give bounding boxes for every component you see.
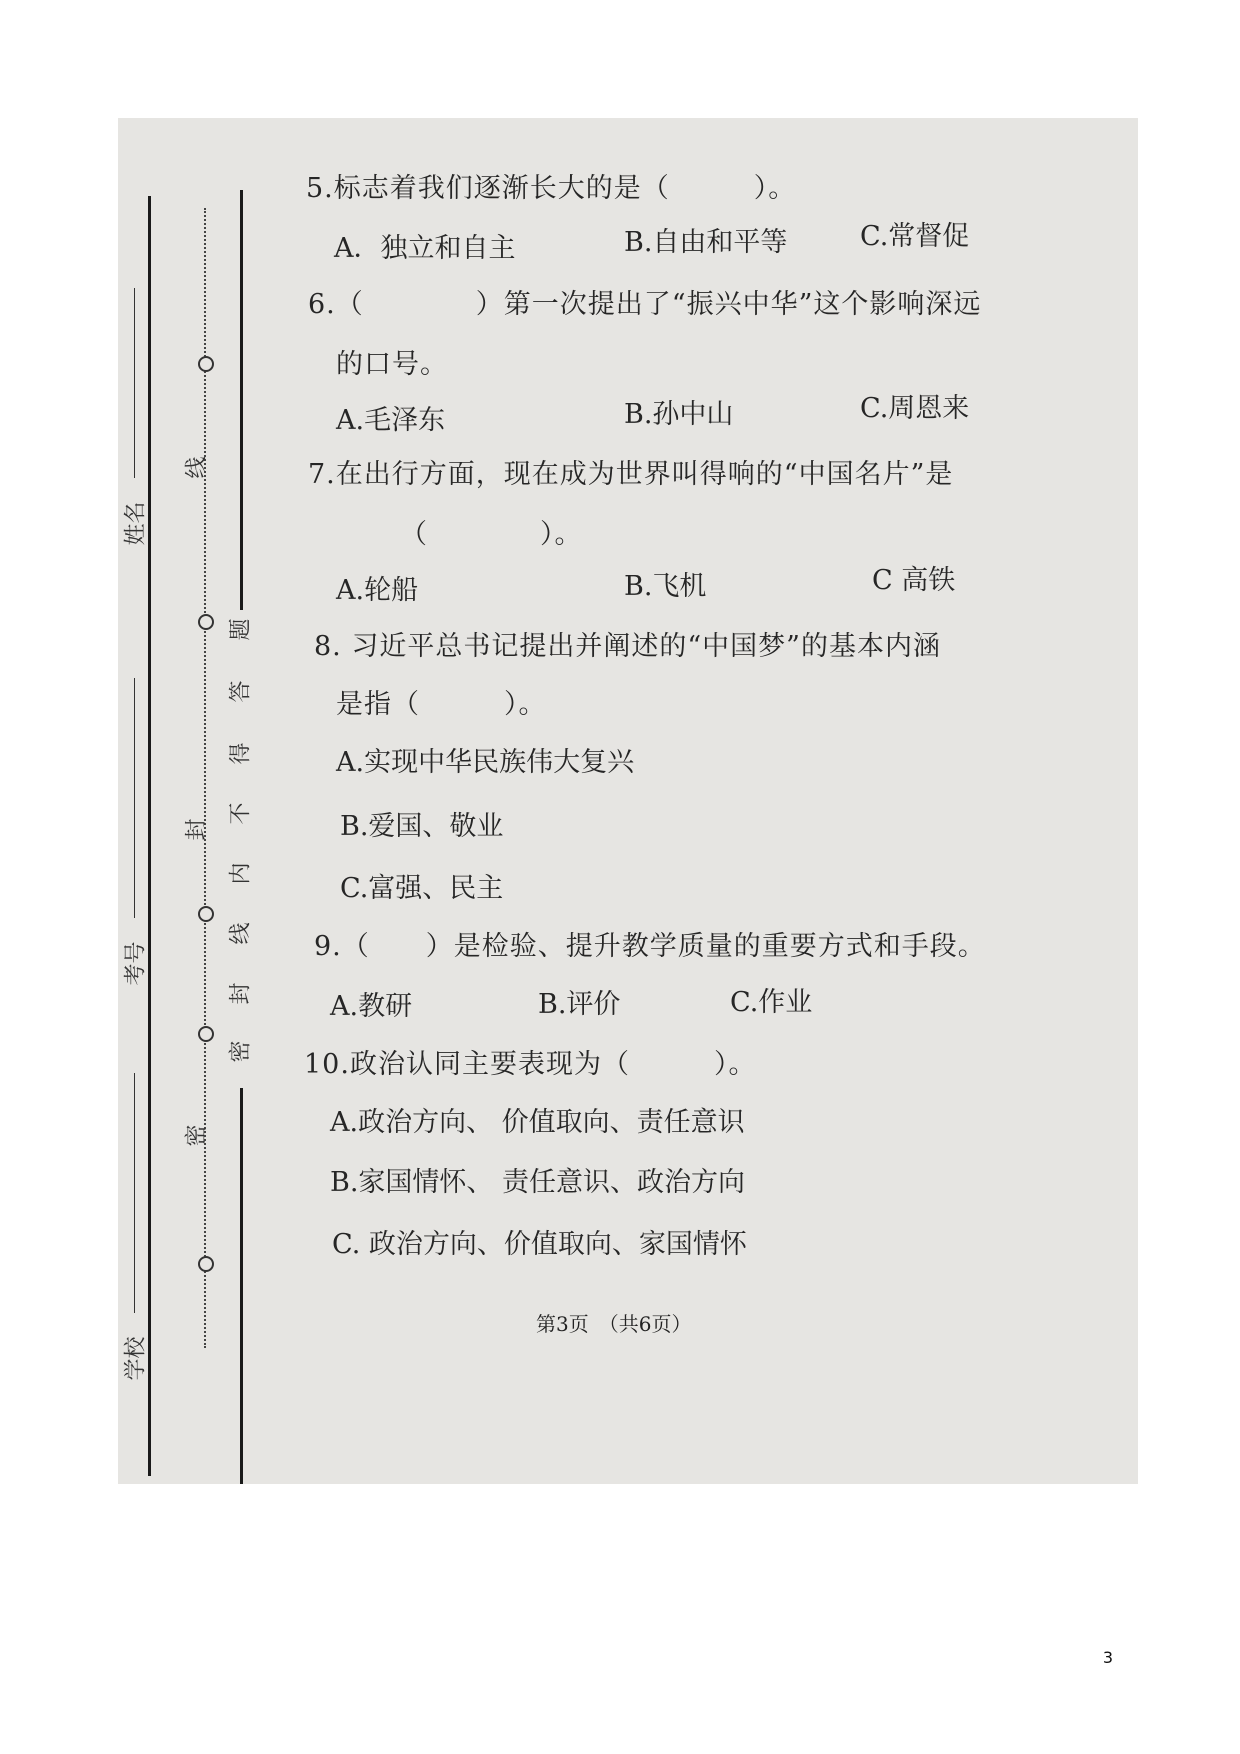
- warning-char: 答: [228, 680, 254, 703]
- warning-char: 封: [228, 982, 254, 1005]
- q5-option-b: B.自由和平等: [624, 227, 788, 258]
- q9-option-c: C.作业: [730, 987, 813, 1018]
- seal-word: 线: [184, 456, 210, 479]
- school-underline: [134, 1073, 135, 1313]
- warning-char: 内: [228, 862, 254, 885]
- q6-option-c: C.周恩来: [860, 393, 970, 424]
- q8-option-b: B.爱国、敬业: [340, 811, 504, 842]
- question-5: 5.标志着我们逐渐长大的是（ ）。: [306, 173, 797, 204]
- q5-option-c: C.常督促: [860, 221, 970, 252]
- question-8-cont: 是指（ ）。: [336, 689, 547, 720]
- question-8: 8. 习近平总书记提出并阐述的“中国梦”的基本内涵: [314, 631, 941, 662]
- warning-char: 得: [228, 742, 254, 765]
- scanned-exam-page: [118, 118, 1138, 1484]
- margin-inner-line-bottom: [240, 1088, 243, 1484]
- q5-option-a: A．独立和自主: [334, 233, 516, 264]
- margin-dotted-line: [204, 208, 206, 1348]
- warning-char: 密: [228, 1040, 254, 1063]
- question-7-cont: （ ）。: [400, 519, 583, 550]
- margin-circle: [198, 1026, 214, 1042]
- q6-option-a: A.毛泽东: [336, 405, 446, 436]
- name-underline: [134, 288, 135, 478]
- q9-option-b: B.评价: [538, 989, 621, 1020]
- q7-option-a: A.轮船: [336, 575, 419, 606]
- question-7: 7.在出行方面，现在成为世界叫得响的“中国名片”是: [308, 459, 954, 490]
- margin-circle: [198, 1256, 214, 1272]
- school-label: 学校: [123, 1336, 149, 1381]
- exam-no-underline: [134, 678, 135, 918]
- warning-char: 不: [228, 802, 254, 825]
- q6-option-b: B.孙中山: [624, 399, 734, 430]
- warning-char: 题: [228, 618, 254, 641]
- margin-inner-line-top: [240, 190, 243, 610]
- q10-option-a: A.政治方向、 价值取向、责任意识: [330, 1107, 745, 1138]
- seal-word: 密: [184, 1124, 210, 1147]
- margin-circle: [198, 614, 214, 630]
- q8-option-a: A.实现中华民族伟大复兴: [336, 747, 635, 778]
- margin-circle: [198, 356, 214, 372]
- q10-option-c: C. 政治方向、价值取向、家国情怀: [332, 1229, 747, 1260]
- page-footer: 第3页 （共6页）: [536, 1312, 692, 1336]
- margin-outer-line: [148, 196, 151, 1476]
- name-label: 姓名: [123, 501, 149, 546]
- page-number: 3: [1102, 1648, 1113, 1667]
- question-9: 9.（ ）是检验、提升教学质量的重要方式和手段。: [314, 931, 986, 962]
- q7-option-c: C 高铁: [872, 565, 956, 596]
- q10-option-b: B.家国情怀、 责任意识、政治方向: [330, 1167, 746, 1198]
- warning-char: 线: [228, 922, 254, 945]
- seal-word: 封: [184, 818, 210, 841]
- margin-circle: [198, 906, 214, 922]
- exam-no-label: 考号: [123, 941, 149, 986]
- question-10: 10.政治认同主要表现为（ ）。: [304, 1049, 757, 1080]
- q7-option-b: B.飞机: [624, 571, 707, 602]
- q8-option-c: C.富强、民主: [340, 873, 504, 904]
- question-6-cont: 的口号。: [336, 349, 448, 380]
- question-6: 6.（ ）第一次提出了“振兴中华”这个影响深远: [308, 289, 982, 320]
- q9-option-a: A.教研: [330, 991, 413, 1022]
